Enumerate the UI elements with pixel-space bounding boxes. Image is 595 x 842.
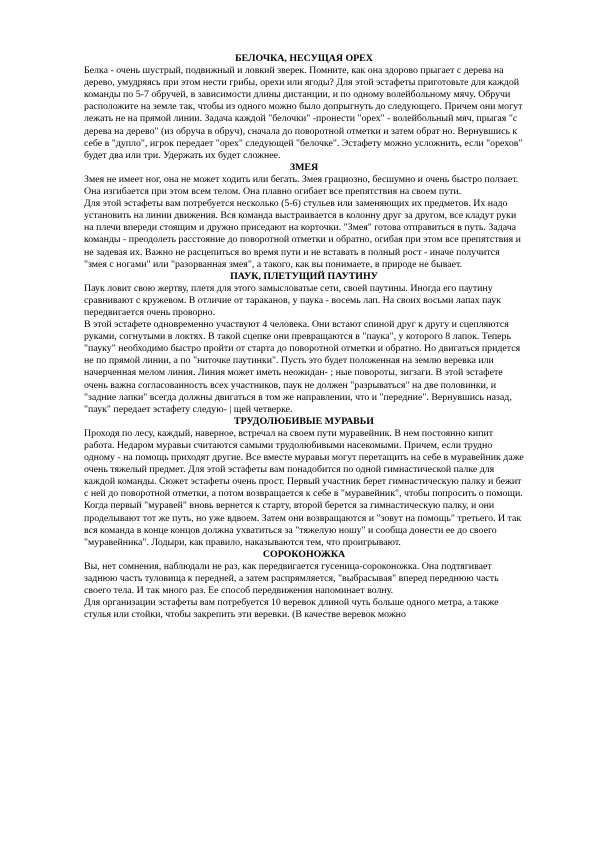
paragraph: Для этой эстафеты вам потребуется несколько (5-6) стульев или заменяющих их предметов. Их надо установить на линии движения. Вся команда выстраивается в колонну друг за другом, все кладут руки на плечи впереди стоящим и дружно приседают на корточки. "Змея" готова отправиться в путь. Задача команды - преодолеть расстояние до поворотной отметки и обратно, огибая при этом все препятствия и не задевая их. Важно не расцепиться во время пути и не вставать в полный рост - иначе получится "змея с ногами" или "разорванная змея", а такого, как вы понимаете, в природе не бывает. — [84, 198, 521, 270]
document-body — [84, 53, 524, 621]
section-title-snake: ЗМЕЯ — [289, 161, 319, 173]
section-title-ants: ТРУДОЛЮБИВЫЕ МУРАВЬИ — [234, 415, 374, 427]
section-title-centipede: СОРОКОНОЖКА — [262, 548, 346, 560]
section-title-spider: ПАУК, ПЛЕТУЩИЙ ПАУТИНУ — [230, 270, 378, 282]
paragraph: Паук ловит свою жертву, плетя для этого замысловатые сети, своей паутины. Иногда его паутину сравнивают с кружевом. В отличие от тараканов, у паука - восемь лап. На своих восьми лапах паук передвигается очень проворно. — [84, 282, 502, 318]
paragraph: Для организации эстафеты вам потребуется 10 веревок длиной чуть больше одного метра, а также стулья или стойки, чтобы закрепить эти веревки. (В качестве веревок можно — [84, 597, 499, 621]
paragraph: Белка - очень шустрый, подвижный и ловкий зверек. Помните, как она здорово прыгает с дерева на дерево, умудряясь при этом нести грибы, орехи или ягоды? Для этой эстафеты приготовьте для каждой команды по 5-7 обручей, в зависимости длины дистанции, и по одному волейбольному мячу. Обручи расположите на земле так, чтобы из одного можно было допрыгнуть до следующего. Причем они могут лежать не на прямой линии. Задача каждой "белочки" -пронести "орех" - волейбольный мяч, прыгая "с дерева на дерево" (из обруча в обруч), сначала до поворотной отметки и затем обрат но. Вернувшись к себе в "дупло", игрок передает "орех" следующей "белочке". Эстафету можно усложнить, если "орехов" будет два или три. Удержать их будет сложнее. — [84, 65, 523, 161]
paragraph: Вы, нет сомнения, наблюдали не раз, как передвигается гусеница-сороконожка. Она подтягивает заднюю часть туловища к передней, а затем распрямляется, "выбрасывая" вперед переднюю часть своего тела. И так много раз. Ее способ передвижения напоминает волну. — [84, 560, 499, 597]
paragraph: Проходя по лесу, каждый, наверное, встречал на своем пути муравейник. В нем постоянно кипит работа. Недаром муравьи считаются самыми трудолюбивыми насекомыми. Причем, если трудно одному - на помощь приходят другие. Все вместе муравьи могут перетащить на себе в муравейник даже очень тяжелый предмет. Для этой эстафеты вам понадобится по одной гимнастической палке для каждой команды. Сюжет эстафеты очень прост. Первый участник берет гимнастическую палку и бежит с ней до поворотной отметки, а потом возвращается к себе в "муравейник", чтобы попросить о помощи. Когда первый "муравей" вновь вернется к старту, второй берется за гимнастическую палку, и они проделывают тот же путь, но уже вдвоем. Затем они возвращаются и "зовут на помощь" третьего. И так вся команда в конце концов должна ухватиться за "тяжелую ношу" и сообща донести ее до своего "муравейника". Лодыри, как правило, наказываются тем, что проигрывают. — [84, 427, 524, 548]
paragraph: Змея не имеет ног, она не может ходить или бегать. Змея грациозно, бесшумно и очень быстро ползает. Она изгибается при этом всем телом. Она плавно огибает все препятствия на своем пути. — [84, 173, 519, 198]
paragraph: В этой эстафете одновременно участвуют 4 человека. Они встают спиной друг к другу и сцепляются руками, согнутыми в локтях. В такой сцепке они превращаются в "паука", у которого 8 лапок. Теперь "пауку" необходимо быстро пройти от старта до поворотной отметки и обратно. Но двигаться придется не по прямой линии, а по "ниточке паутинки". Пусть это будет положенная на землю веревка или начерченная мелом линия. Линия может иметь неожидан- ; ные повороты, зигзаги. В этой эстафете очень важна согласованность всех участников, паук не должен "разрываться" на две половинки, и "задние лапки" всегда должны двигаться в том же направлении, что и "передние". Вернувшись назад, "паук" передает эстафету следую- | щей четверке. — [84, 319, 521, 415]
section-title-squirrel: БЕЛОЧКА, НЕСУЩАЯ ОРЕХ — [235, 53, 373, 64]
